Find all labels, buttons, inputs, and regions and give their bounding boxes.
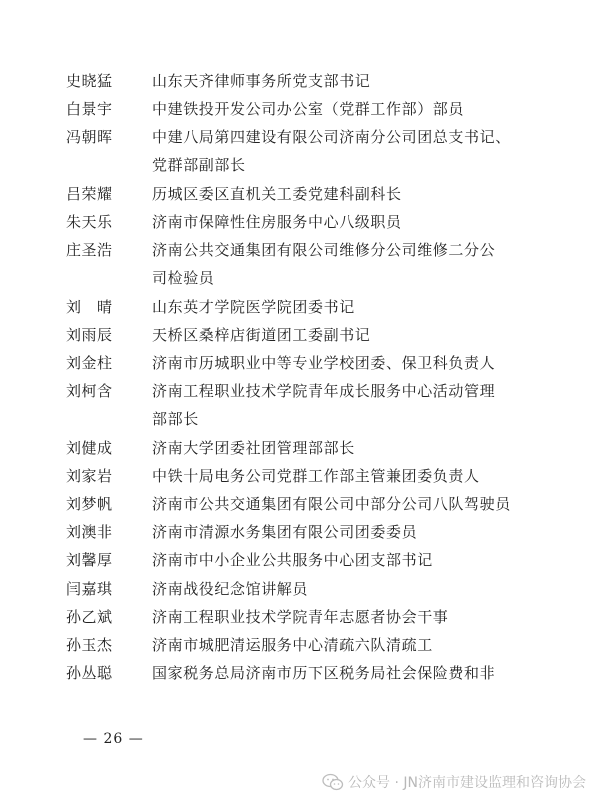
person-name: 刘家岩: [66, 466, 113, 485]
person-role: [152, 208, 532, 236]
wechat-icon: [322, 773, 344, 791]
person-role: [152, 349, 532, 377]
person-name: 闫嘉琪: [66, 579, 113, 598]
role-line: 山东英才学院医学院团委书记: [152, 297, 355, 316]
person-role: [152, 575, 532, 603]
person-role: [152, 603, 532, 631]
person-name: 刘澳非: [66, 523, 113, 542]
role-line: 天桥区桑梓店街道团工委副书记: [152, 325, 371, 344]
person-role: [152, 321, 532, 349]
page-number: — 26 —: [83, 731, 144, 747]
person-name: 刘 晴: [66, 297, 113, 316]
role-line: 济南战役纪念馆讲解员: [152, 579, 309, 598]
role-line: 济南市中小企业公共服务中心团支部书记: [152, 551, 433, 570]
role-line: 党群部副部长: [152, 156, 246, 175]
person-name: 冯朝晖: [66, 128, 113, 147]
person-role: [152, 180, 532, 208]
role-line: 济南市城肥清运服务中心清疏六队清疏工: [152, 636, 433, 654]
role-line: 济南市公共交通集团有限公司中部分公司八队驾驶员: [152, 495, 511, 513]
role-line: 历城区委区直机关工委党建科副科长: [152, 184, 402, 203]
role-line: 司检验员: [152, 269, 215, 288]
person-role: [152, 95, 532, 123]
watermark-text: 公众号 · JN济南市建设监理和咨询协会: [348, 775, 586, 791]
person-role: [152, 518, 532, 546]
person-name: 孙丛聪: [66, 664, 113, 683]
person-role: [152, 293, 532, 321]
person-name: 吕荣耀: [66, 184, 113, 203]
person-name: 史晓猛: [66, 72, 113, 90]
role-line: 济南工程职业技术学院青年成长服务中心活动管理: [152, 382, 496, 401]
person-name: 刘健成: [66, 438, 113, 457]
person-name: 孙玉杰: [66, 636, 113, 654]
role-line: 中建八局第四建设有限公司济南分公司团总支书记、: [152, 128, 511, 147]
person-role: [152, 377, 532, 433]
person-role: [152, 123, 532, 179]
person-name: 刘雨辰: [66, 325, 113, 344]
wechat-watermark: [322, 772, 586, 792]
role-line: 济南工程职业技术学院青年志愿者协会干事: [152, 607, 449, 626]
person-role: [152, 462, 532, 490]
person-role: [152, 434, 532, 462]
person-name: 刘柯含: [66, 382, 113, 401]
role-line: 济南市保障性住房服务中心八级职员: [152, 213, 402, 231]
person-role: [152, 631, 532, 659]
role-line: 济南市历城职业中等专业学校团委、保卫科负责人: [152, 354, 496, 372]
person-role: [152, 546, 532, 574]
role-line: 中建铁投开发公司办公室（党群工作部）部员: [152, 100, 465, 119]
role-line: 济南市清源水务集团有限公司团委委员: [152, 523, 418, 542]
person-name: 刘馨厚: [66, 551, 113, 570]
person-name: 庄圣浩: [66, 241, 113, 260]
role-line: 济南公共交通集团有限公司维修分公司维修二分公: [152, 241, 496, 260]
person-name: 刘梦帆: [66, 495, 113, 513]
role-line: 中铁十局电务公司党群工作部主管兼团委负责人: [152, 466, 480, 485]
role-line: 部部长: [152, 410, 199, 429]
person-name: 刘金柱: [66, 354, 113, 372]
person-role: [152, 67, 532, 95]
person-name: 白景宇: [66, 100, 113, 119]
role-line: 山东天齐律师事务所党支部书记: [152, 72, 371, 90]
person-role: [152, 490, 532, 518]
role-line: 国家税务总局济南市历下区税务局社会保险费和非: [152, 664, 496, 683]
role-line: 济南大学团委社团管理部部长: [152, 438, 355, 457]
person-role: [152, 236, 532, 292]
person-name: 孙乙斌: [66, 607, 113, 626]
person-name: 朱天乐: [66, 213, 113, 231]
person-role: [152, 659, 532, 687]
